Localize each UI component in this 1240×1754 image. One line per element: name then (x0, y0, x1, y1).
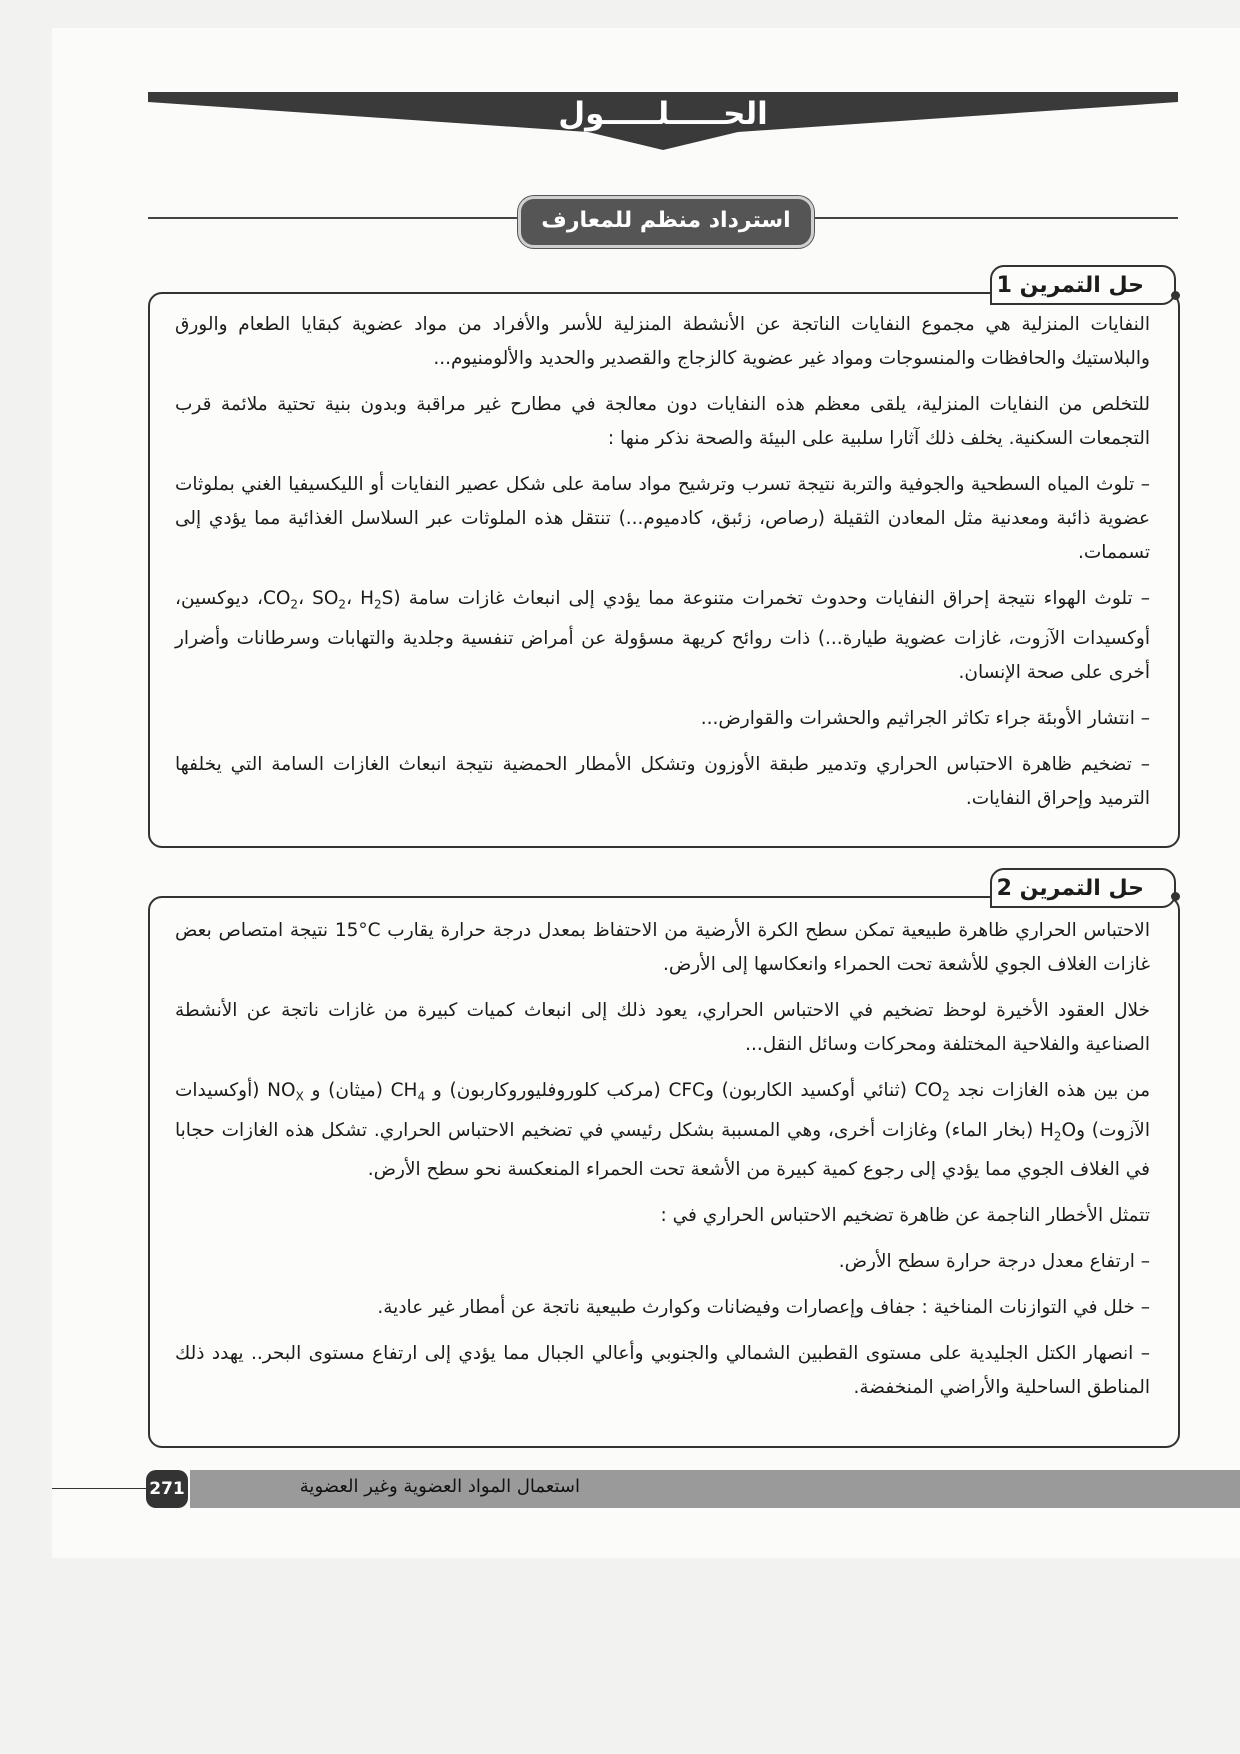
formula-ch4: $CH_4$ (390, 1080, 426, 1104)
paragraph: للتخلص من النفايات المنزلية، يلقى معظم هذه النفايات دون معالجة في مطارح غير مراقبة وبدون بنية تحتية ملائمة قرب التجمعات السكنية. يخلف ذلك آثارا سلبية على البيئة والصحة نذكر منها : (175, 394, 1150, 449)
exercise-1-label: حل التمرين 1 (990, 265, 1176, 305)
paragraph: خلال العقود الأخيرة لوحظ تضخيم في الاحتباس الحراري، يعود ذلك إلى انبعاث كميات كبيرة من غازات ناتجة عن الأنشطة الصناعية والفلاحية المختلفة ومحركات وسائل النقل... (175, 1000, 1150, 1055)
formula-co2: $CO_2،$ $SO_2،$ $H_2S$ (262, 588, 394, 612)
list-item-text: – تلوث الهواء نتيجة إحراق النفايات وحدوث تخمرات متنوعة مما يؤدي إلى انبعاث غازات سامة ( (393, 588, 1150, 609)
exercise-2-body (175, 914, 1150, 1417)
footer-divider (52, 1488, 146, 1489)
list-item: – ارتفاع معدل درجة حرارة سطح الأرض. (838, 1251, 1150, 1273)
list-item: – انتشار الأوبئة جراء تكاثر الجراثيم والحشرات والقوارض... (700, 707, 1150, 729)
page-number: 271 (146, 1470, 188, 1508)
page-title: الحـــــلـــــول (558, 96, 768, 132)
formula-nox: $NO_X$ (267, 1080, 304, 1104)
list-item: – خلل في التوازنات المناخية : جفاف وإعصارات وفيضانات وكوارث طبيعية ناتجة عن أمطار غير عادية. (377, 1297, 1150, 1319)
list-item (175, 582, 1150, 690)
formula-co2: $CO_2$ (914, 1080, 950, 1104)
temperature-value: 15°C (334, 920, 381, 941)
paragraph: من بين هذه الغازات نجد $CO_2$ (ثنائي أوكسيد الكاربون) وCFC (مركب كلوروفليوروكاربون) و $CH_4$ (ميثان) و $NO_X$ (أوكسيدات الآزوت) وH$_2$O (بخار الماء) وغازات أخرى، وهي المسببة بشكل رئيسي في تضخيم الاحتباس الحراري. تشكل هذه الغازات حجابا في الغلاف الجوي مما يؤدي إلى رجوع كمية كبيرة من الأشعة تحت الحمراء المنعكسة نحو سطح الأرض. (175, 1080, 1150, 1181)
paragraph: النفايات المنزلية هي مجموع النفايات الناتجة عن الأنشطة المنزلية للأسر والأفراد من مواد عضوية كبقايا الطعام والورق والبلاستيك والحافظات والمنسوجات ومواد غير عضوية كالزجاج والقصدير والحديد والألومنيوم... (175, 314, 1150, 369)
bullet-dot-icon (1171, 291, 1180, 300)
header-banner (148, 92, 1178, 154)
list-item: – تلوث المياه السطحية والجوفية والتربة نتيجة تسرب وترشيح مواد سامة على شكل عصير النفايات أو الليكسيفيا الغني بملوثات عضوية ذائبة ومعدنية مثل المعادن الثقيلة (رصاص، زئبق، كادميوم...) تنتقل هذه الملوثات عبر السلاسل الغذائية مما يؤدي إلى تسممات. (175, 474, 1150, 563)
footer-title: استعمال المواد العضوية وغير العضوية (299, 1476, 580, 1497)
list-item: – انصهار الكتل الجليدية على مستوى القطبين الشمالي والجنوبي وأعالي الجبال مما يؤدي إلى ارتفاع مستوى البحر.. يهدد ذلك المناطق الساحلية والأراضي المنخفضة. (175, 1343, 1150, 1399)
bullet-dot-icon (1171, 892, 1180, 901)
formula-cfc: CFC (668, 1080, 705, 1101)
exercise-1-body (175, 308, 1150, 828)
exercise-2-label: حل التمرين 2 (990, 868, 1176, 908)
paragraph: تتمثل الأخطار الناجمة عن ظاهرة تضخيم الاحتباس الحراري في : (660, 1205, 1150, 1227)
section-title: استرداد منظم للمعارف (518, 196, 814, 248)
list-item-text: ، ديوكسين، أوكسيدات الآزوت، غازات عضوية طيارة...) ذات روائح كريهة مسؤولة عن أمراض تنفسية وجلدية والتهابات وسرطانات وأضرار أخرى على صحة الإنسان. (175, 588, 1150, 683)
list-item: – تضخيم ظاهرة الاحتباس الحراري وتدمير طبقة الأوزون وتشكل الأمطار الحمضية نتيجة انبعاث الغازات السامة التي يخلفها الترميد وإحراق النفايات. (175, 753, 1150, 809)
paragraph: الاحتباس الحراري ظاهرة طبيعية تمكن سطح الكرة الأرضية من الاحتفاظ بمعدل درجة حرارة يقارب 15°C نتيجة امتصاص بعض غازات الغلاف الجوي للأشعة تحت الحمراء وانعكاسها إلى الأرض. (175, 920, 1150, 975)
formula-h2o: $H_2O$ (1039, 1119, 1077, 1144)
